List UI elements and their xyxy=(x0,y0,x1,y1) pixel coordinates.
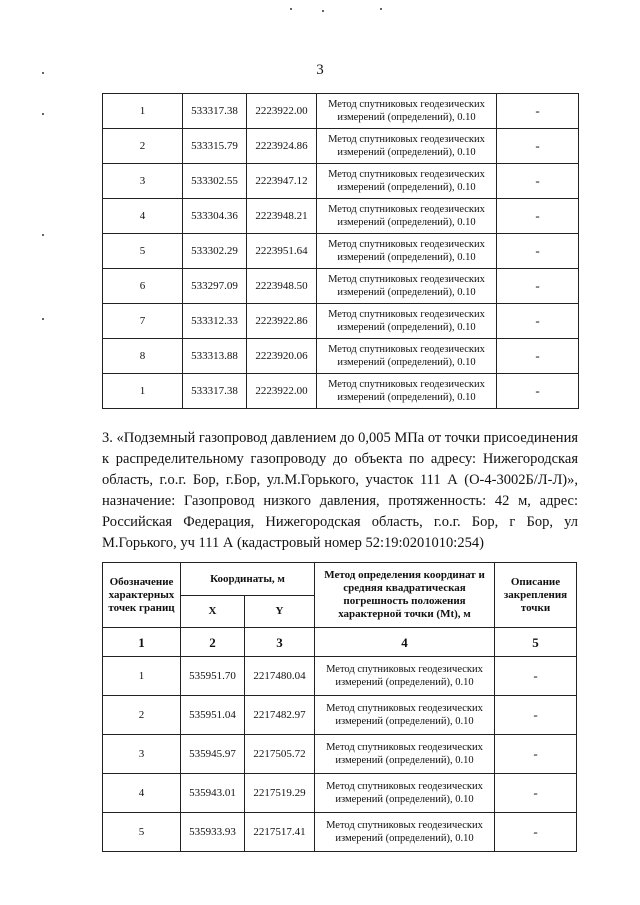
scan-speck xyxy=(42,318,44,320)
coordinate-y: 2223922.86 xyxy=(247,304,317,339)
table-row xyxy=(103,696,577,735)
coordinate-y: 2223920.06 xyxy=(247,339,317,374)
point-number: 2 xyxy=(103,129,183,164)
table-row xyxy=(103,304,579,339)
description-cell: - xyxy=(497,269,579,304)
table-row xyxy=(103,774,577,813)
coordinate-y: 2223951.64 xyxy=(247,234,317,269)
method-cell: Метод спутниковых геодезических измерений (определений), 0.10 xyxy=(315,774,495,813)
description-cell: - xyxy=(497,339,579,374)
description-cell: - xyxy=(497,199,579,234)
coordinate-y: 2217505.72 xyxy=(245,735,315,774)
method-cell: Метод спутниковых геодезических измерений (определений), 0.10 xyxy=(315,696,495,735)
table-row xyxy=(103,269,579,304)
coordinate-y: 2217519.29 xyxy=(245,774,315,813)
table-row xyxy=(103,94,579,129)
method-cell: Метод спутниковых геодезических измерений (определений), 0.10 xyxy=(317,304,497,339)
coordinate-x: 533317.38 xyxy=(183,94,247,129)
point-number: 1 xyxy=(103,374,183,409)
description-cell: - xyxy=(497,234,579,269)
scan-speck xyxy=(42,72,44,74)
table-row xyxy=(103,657,577,696)
coordinate-x: 535951.04 xyxy=(181,696,245,735)
description-cell: - xyxy=(495,813,577,852)
table-row xyxy=(103,164,579,199)
object-description-paragraph: 3. «Подземный газопровод давлением до 0,005 МПа от точки присоединения к распределительному газопроводу до объекта по адресу: Нижегородская область, г.о.г. Бор, г.Бор, ул.М.Горького, участок 111 А (О-4-3002Б/Л-Л)», назначение: Газопровод низкого давления, протяженность: 42 м, адрес: Российская Федерация, Нижегородская область, г.о.г. Бор, г Бор, ул М.Горького, уч 111 А (кадастровый номер 52:19:0201010:254) xyxy=(102,430,578,551)
header-coordinates: Координаты, м xyxy=(181,563,315,596)
scan-speck xyxy=(42,113,44,115)
table-row xyxy=(103,199,579,234)
point-number: 5 xyxy=(103,234,183,269)
point-number: 6 xyxy=(103,269,183,304)
coordinate-x: 535933.93 xyxy=(181,813,245,852)
table-row xyxy=(103,339,579,374)
point-number: 5 xyxy=(103,813,181,852)
point-number: 3 xyxy=(103,735,181,774)
description-cell: - xyxy=(497,374,579,409)
page-number: 3 xyxy=(316,62,324,78)
scan-speck xyxy=(322,10,324,12)
coordinate-y: 2217480.04 xyxy=(245,657,315,696)
table-row xyxy=(103,234,579,269)
table-column-numbers-row xyxy=(103,628,577,657)
coordinate-x: 533297.09 xyxy=(183,269,247,304)
coordinate-y: 2223948.50 xyxy=(247,269,317,304)
table-row xyxy=(103,129,579,164)
column-number: 1 xyxy=(103,628,181,657)
table-row xyxy=(103,374,579,409)
header-x: X xyxy=(181,596,245,628)
column-number: 3 xyxy=(245,628,315,657)
method-cell: Метод спутниковых геодезических измерений (определений), 0.10 xyxy=(317,234,497,269)
coordinate-y: 2223948.21 xyxy=(247,199,317,234)
description-cell: - xyxy=(497,94,579,129)
method-cell: Метод спутниковых геодезических измерений (определений), 0.10 xyxy=(315,657,495,696)
point-number: 1 xyxy=(103,94,183,129)
coordinate-y: 2223947.12 xyxy=(247,164,317,199)
table-row xyxy=(103,813,577,852)
coordinate-x: 533317.38 xyxy=(183,374,247,409)
coordinate-y: 2217517.41 xyxy=(245,813,315,852)
description-cell: - xyxy=(497,304,579,339)
coordinate-x: 533302.29 xyxy=(183,234,247,269)
coordinates-table xyxy=(102,562,577,852)
method-cell: Метод спутниковых геодезических измерений (определений), 0.10 xyxy=(317,339,497,374)
method-cell: Метод спутниковых геодезических измерений (определений), 0.10 xyxy=(317,129,497,164)
description-cell: - xyxy=(497,129,579,164)
method-cell: Метод спутниковых геодезических измерений (определений), 0.10 xyxy=(317,374,497,409)
point-number: 1 xyxy=(103,657,181,696)
description-cell: - xyxy=(495,774,577,813)
scan-speck xyxy=(380,8,382,10)
coordinate-x: 535951.70 xyxy=(181,657,245,696)
method-cell: Метод спутниковых геодезических измерений (определений), 0.10 xyxy=(317,94,497,129)
coordinate-x: 533315.79 xyxy=(183,129,247,164)
coordinate-x: 533302.55 xyxy=(183,164,247,199)
method-cell: Метод спутниковых геодезических измерений (определений), 0.10 xyxy=(317,199,497,234)
method-cell: Метод спутниковых геодезических измерений (определений), 0.10 xyxy=(317,269,497,304)
coordinate-y: 2217482.97 xyxy=(245,696,315,735)
point-number: 4 xyxy=(103,199,183,234)
coordinates-table-continued xyxy=(102,93,579,409)
header-description: Описание закрепления точки xyxy=(495,563,577,628)
coordinate-x: 535945.97 xyxy=(181,735,245,774)
description-cell: - xyxy=(495,735,577,774)
point-number: 8 xyxy=(103,339,183,374)
coordinate-x: 533312.33 xyxy=(183,304,247,339)
coordinate-x: 533313.88 xyxy=(183,339,247,374)
coordinate-y: 2223922.00 xyxy=(247,94,317,129)
description-cell: - xyxy=(495,696,577,735)
header-y: Y xyxy=(245,596,315,628)
method-cell: Метод спутниковых геодезических измерений (определений), 0.10 xyxy=(315,813,495,852)
point-number: 2 xyxy=(103,696,181,735)
table-header-row xyxy=(103,563,577,596)
scan-speck xyxy=(42,234,44,236)
column-number: 2 xyxy=(181,628,245,657)
coordinate-x: 535943.01 xyxy=(181,774,245,813)
coordinate-x: 533304.36 xyxy=(183,199,247,234)
table-row xyxy=(103,735,577,774)
scan-speck xyxy=(290,8,292,10)
method-cell: Метод спутниковых геодезических измерений (определений), 0.10 xyxy=(317,164,497,199)
point-number: 3 xyxy=(103,164,183,199)
column-number: 4 xyxy=(315,628,495,657)
header-method: Метод определения координат и средняя квадратическая погрешность положения характерной точки (Mt), м xyxy=(315,563,495,628)
header-designation: Обозначение характерных точек границ xyxy=(103,563,181,628)
point-number: 7 xyxy=(103,304,183,339)
coordinate-y: 2223922.00 xyxy=(247,374,317,409)
point-number: 4 xyxy=(103,774,181,813)
column-number: 5 xyxy=(495,628,577,657)
description-cell: - xyxy=(497,164,579,199)
description-cell: - xyxy=(495,657,577,696)
coordinate-y: 2223924.86 xyxy=(247,129,317,164)
method-cell: Метод спутниковых геодезических измерений (определений), 0.10 xyxy=(315,735,495,774)
